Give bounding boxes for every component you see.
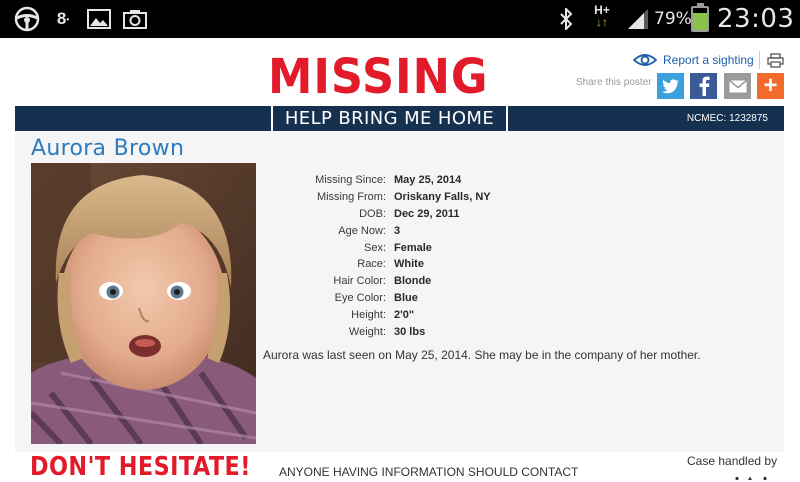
person-details	[265, 172, 491, 340]
detail-row	[265, 256, 491, 273]
detail-label: Missing From:	[316, 191, 386, 204]
clock: 23:03	[717, 4, 795, 34]
share-more-button[interactable]	[757, 73, 784, 99]
case-handled-label: Case handled by	[687, 454, 778, 468]
detail-value: Blonde	[394, 275, 432, 288]
detail-value: Female	[394, 241, 432, 254]
share-facebook-button[interactable]	[690, 73, 717, 99]
detail-value: 2'0"	[394, 308, 415, 321]
detail-row	[265, 222, 491, 239]
detail-value: May 25, 2014	[394, 174, 462, 187]
detail-row	[265, 172, 491, 189]
header-divider	[759, 51, 760, 69]
detail-label: Weight:	[348, 325, 386, 338]
gallery-icon	[86, 7, 112, 31]
detail-row	[265, 273, 491, 290]
battery-level-fill	[693, 13, 707, 30]
bluetooth-icon	[557, 7, 575, 31]
email-icon	[729, 80, 747, 93]
detail-value: Oriskany Falls, NY	[394, 191, 491, 204]
signal-strength-icon	[625, 7, 651, 31]
battery-percent: 79%	[654, 9, 692, 29]
detail-value: 3	[394, 224, 401, 237]
last-seen-note: Aurora was last seen on May 25, 2014. She may be in the company of her mother.	[263, 348, 701, 362]
detail-row	[265, 290, 491, 307]
detail-label: Hair Color:	[333, 275, 386, 288]
detail-label: Height:	[351, 308, 386, 321]
agency-logo-partial	[734, 476, 768, 480]
twitter-icon	[662, 79, 680, 94]
camera-icon	[122, 7, 148, 31]
contact-instruction: ANYONE HAVING INFORMATION SHOULD CONTACT	[279, 465, 579, 479]
detail-value: White	[394, 258, 424, 271]
detail-label: Race:	[357, 258, 386, 271]
detail-value: Dec 29, 2011	[394, 207, 460, 220]
detail-label: DOB:	[359, 207, 386, 220]
detail-label: Eye Color:	[334, 291, 386, 304]
share-email-button[interactable]	[724, 73, 751, 99]
missing-poster-page	[0, 38, 800, 480]
case-number: NCMEC: 1232875	[686, 113, 768, 124]
detail-value: Blue	[394, 291, 418, 304]
notification-8-icon: 8 •	[56, 9, 70, 28]
share-twitter-button[interactable]	[657, 73, 684, 99]
tagline: HELP BRING ME HOME	[284, 108, 495, 129]
report-sighting-label: Report a sighting	[663, 53, 754, 67]
report-sighting-link[interactable]	[633, 52, 754, 68]
detail-label: Sex:	[363, 241, 386, 254]
detail-row	[265, 189, 491, 206]
mobile-data-icon: H+ ↓↑	[594, 3, 610, 29]
detail-value: 30 lbs	[394, 325, 426, 338]
detail-row	[265, 323, 491, 340]
detail-row	[265, 206, 491, 223]
detail-row	[265, 239, 491, 256]
detail-label: Missing Since:	[315, 174, 386, 187]
detail-row	[265, 306, 491, 323]
eye-icon	[633, 52, 657, 68]
status-bar	[0, 0, 800, 38]
missing-logo: MISSING	[268, 49, 489, 105]
print-icon[interactable]	[767, 53, 784, 68]
header-banner	[15, 106, 784, 131]
detail-label: Age Now:	[338, 224, 386, 237]
battery-icon	[691, 6, 709, 32]
steering-wheel-icon	[13, 7, 41, 31]
person-name: Aurora Brown	[31, 136, 185, 161]
person-card	[15, 131, 784, 453]
facebook-icon	[698, 76, 710, 96]
plus-icon: +	[763, 72, 778, 99]
poster-footer	[0, 452, 800, 480]
dont-hesitate-headline: DON'T HESITATE!	[30, 452, 251, 482]
share-poster-label: Share this poster	[576, 77, 652, 88]
network-type-label: H+	[594, 3, 610, 17]
person-photo	[31, 163, 256, 444]
